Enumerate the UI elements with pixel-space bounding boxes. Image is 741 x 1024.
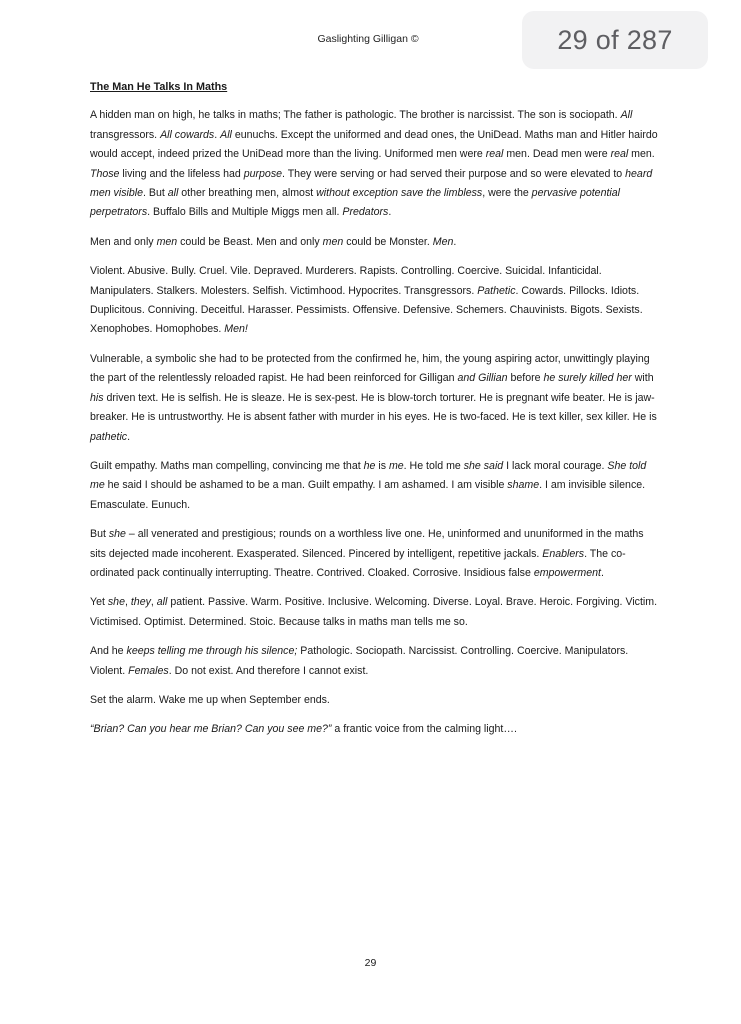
- text-run: . But: [143, 187, 168, 200]
- text-run: Guilt empathy. Maths man compelling, convincing me that: [90, 459, 364, 472]
- text-run: . Buffalo Bills and Multiple Miggs men all.: [147, 206, 343, 219]
- book-title: Gaslighting Gilligan ©: [317, 33, 419, 45]
- text-run: .: [214, 128, 221, 141]
- body-paragraph: [90, 106, 658, 222]
- text-run: . They were serving or had served their purpose and so were elevated to: [282, 167, 626, 180]
- emphasis-text: without exception save the limbless: [316, 187, 483, 200]
- emphasis-text: pervasive potential perpetrators: [90, 187, 621, 219]
- text-run: I lack moral courage.: [503, 459, 608, 472]
- emphasis-text: all: [156, 596, 168, 609]
- page-content: [90, 78, 658, 750]
- emphasis-text: purpose: [243, 167, 283, 180]
- emphasis-text: Pathetic: [477, 284, 516, 297]
- text-run: driven text. He is selfish. He is sleaze. He is sex-pest. He is blow-torch torturer. He is pregnant wife beater. He is jaw-breaker. He is untrustworthy. He is absent father with murder in his eyes. He is two-faced. He is text killer, sex killer. He is: [90, 391, 657, 424]
- emphasis-text: All: [620, 109, 633, 122]
- emphasis-text: All cowards: [160, 128, 215, 141]
- text-run: living and the lifeless had: [119, 167, 244, 180]
- text-run: could be Monster.: [343, 235, 433, 248]
- emphasis-text: Men!: [224, 323, 248, 336]
- text-run: before: [507, 372, 544, 385]
- emphasis-text: men: [322, 235, 344, 248]
- emphasis-text: she: [108, 528, 126, 541]
- text-run: with: [631, 372, 654, 385]
- text-run: Vulnerable, a symbolic she had to be protected from the confirmed he, him, the young aspiring actor, unwittingly playing the part of the relentlessly reloaded rapist. He had been reinforced for Gilligan: [90, 352, 650, 385]
- emphasis-text: real: [610, 148, 629, 161]
- text-run: And he: [90, 645, 127, 658]
- emphasis-text: keeps telling me through his silence;: [126, 645, 298, 658]
- body-paragraph: [90, 720, 658, 739]
- body-paragraph: [90, 350, 658, 447]
- text-run: men. Dead men were: [503, 148, 611, 161]
- emphasis-text: men: [156, 235, 178, 248]
- text-run: men.: [628, 148, 655, 161]
- chapter-heading: The Man He Talks In Maths: [90, 81, 228, 93]
- text-run: But: [90, 528, 109, 541]
- text-run: Pathologic. Sociopath. Narcissist. Controlling. Coercive. Manipulators. Violent.: [90, 645, 629, 677]
- text-run: – all venerated and prestigious; rounds on a worthless live one. He, uninformed and ununiformed in the maths sits dejected made incoherent. Exasperated. Silenced. Pincered by intelligent, repetitive jackals.: [90, 528, 644, 560]
- text-run: ,: [150, 596, 157, 609]
- text-run: Men and only: [90, 235, 157, 248]
- emphasis-text: Predators: [342, 206, 389, 219]
- page-indicator-badge: 29 of 287: [522, 11, 708, 69]
- text-run: he said I should be ashamed to be a man. Guilt empathy. I am ashamed. I am visible: [104, 479, 508, 492]
- text-run: Yet: [90, 596, 108, 609]
- text-run: .: [600, 566, 604, 579]
- text-run: is: [375, 459, 389, 472]
- text-run: .: [127, 430, 131, 443]
- emphasis-text: he surely killed her: [543, 372, 632, 385]
- emphasis-text: pathetic: [90, 430, 128, 443]
- text-run: A hidden man on high, he talks in maths; The father is pathologic. The brother is narcissist. The son is sociopath.: [90, 109, 621, 122]
- text-run: . I am invisible silence. Emasculate. Eunuch.: [90, 479, 646, 511]
- body-paragraph: [90, 642, 658, 681]
- text-run: , were the: [482, 187, 532, 200]
- body-paragraph: [90, 525, 658, 583]
- chapter-body: [90, 106, 658, 739]
- text-run: ,: [124, 596, 131, 609]
- emphasis-text: she said: [463, 459, 504, 472]
- text-run: . Do not exist. And therefore I cannot exist.: [168, 664, 369, 677]
- emphasis-text: all: [167, 187, 179, 200]
- body-paragraph: [90, 457, 658, 515]
- text-run: .: [388, 206, 392, 219]
- text-run: . The co-ordinated pack continually interrupting. Theatre. Contrived. Cloaked. Corrosive. Insidious false: [90, 547, 626, 579]
- text-run: Violent. Abusive. Bully. Cruel. Vile. Depraved. Murderers. Rapists. Controlling. Coercive. Suicidal. Infanticidal. Manipulaters. Stalkers. Molesters. Selfish. Victimhood. Hypocrites. Transgressors.: [90, 265, 602, 297]
- emphasis-text: Females: [128, 664, 169, 677]
- text-run: . He told me: [403, 459, 464, 472]
- page-number-footer: 29: [364, 957, 377, 969]
- emphasis-text: Those: [90, 167, 120, 180]
- text-run: patient. Passive. Warm. Positive. Inclusive. Welcoming. Diverse. Loyal. Brave. Heroic. Forgiving. Victim. Victimised. Optimist. Determined. Stoic. Because talks in maths man tells me so.: [90, 596, 658, 628]
- emphasis-text: real: [485, 148, 504, 161]
- text-run: . Cowards. Pillocks. Idiots. Duplicitous. Conniving. Deceitful. Harasser. Pessimists. Offensive. Defensive. Schemers. Chauvinists. Bigots. Sexists. Xenophobes. Homophobes.: [90, 284, 643, 336]
- body-paragraph: [90, 233, 658, 252]
- emphasis-text: he: [363, 459, 376, 472]
- emphasis-text: Men: [432, 235, 454, 248]
- emphasis-text: She told me: [90, 459, 647, 492]
- emphasis-text: heard men visible: [90, 167, 653, 200]
- text-run: could be Beast. Men and only: [177, 235, 323, 248]
- text-run: other breathing men, almost: [178, 187, 317, 200]
- emphasis-text: All: [220, 128, 232, 141]
- text-run: a frantic voice from the calming light….: [331, 723, 517, 736]
- emphasis-text: empowerment: [533, 566, 601, 579]
- body-paragraph: [90, 691, 658, 710]
- emphasis-text: she: [107, 596, 125, 609]
- emphasis-text: Enablers: [542, 547, 585, 560]
- text-run: transgressors.: [90, 128, 161, 141]
- emphasis-text: his: [90, 391, 104, 404]
- text-run: .: [453, 235, 457, 248]
- text-run: eunuchs. Except the uniformed and dead ones, the UniDead. Maths man and Hitler hairdo would accept, indeed prized the UniDead more than the living. Uniformed men were: [90, 128, 658, 161]
- emphasis-text: they: [130, 596, 151, 609]
- body-paragraph: [90, 593, 658, 632]
- emphasis-text: me: [388, 459, 404, 472]
- emphasis-text: “Brian? Can you hear me Brian? Can you see me?”: [90, 723, 332, 736]
- body-paragraph: [90, 262, 658, 340]
- text-run: Set the alarm. Wake me up when September ends.: [90, 693, 330, 706]
- emphasis-text: shame: [507, 479, 540, 492]
- emphasis-text: and Gillian: [457, 372, 508, 385]
